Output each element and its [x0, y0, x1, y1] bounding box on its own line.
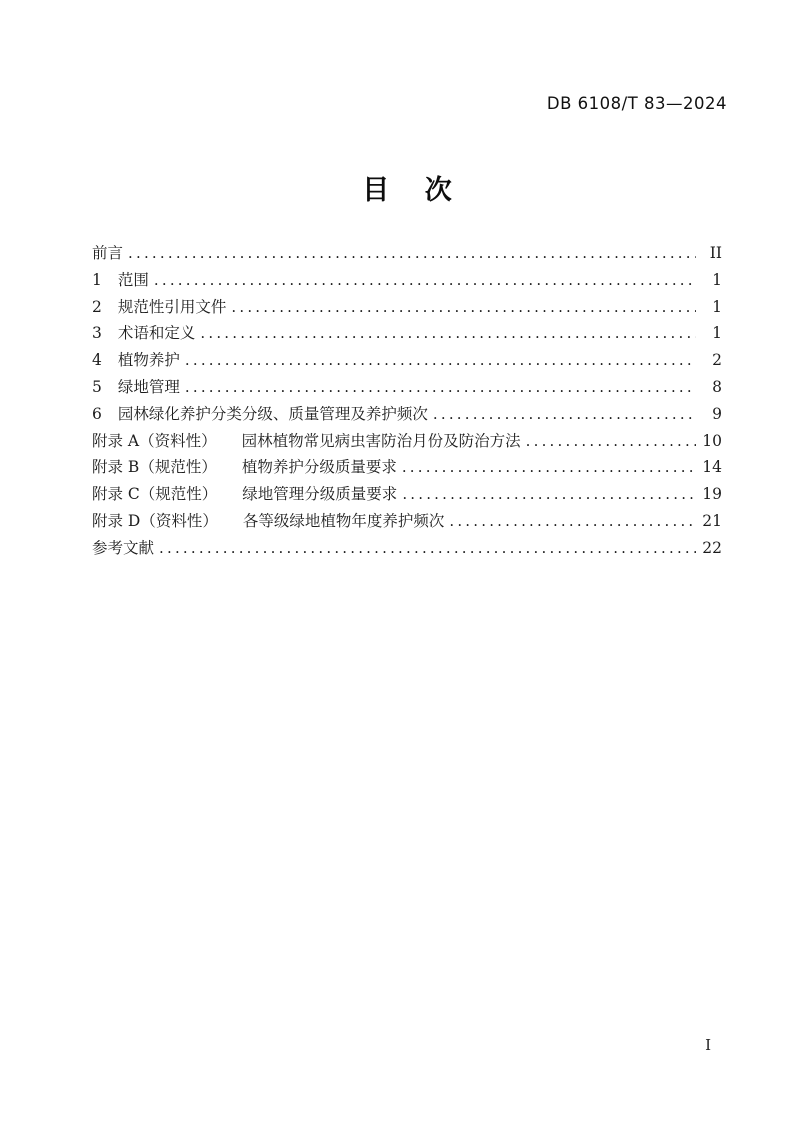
toc-row-appendix-b — [92, 455, 722, 482]
dot-leader — [231, 298, 696, 316]
toc-row-appendix-d — [92, 509, 722, 536]
toc-entry-number: 附录 A（资料性） — [92, 431, 217, 450]
toc-row-section-1 — [92, 268, 722, 295]
toc-row-foreword — [92, 241, 722, 268]
dot-leader — [433, 405, 696, 423]
dot-leader — [185, 378, 696, 396]
toc-entry-number: 5 — [92, 377, 102, 396]
toc-entry-page: 14 — [702, 458, 722, 477]
toc-entry-page: 21 — [702, 511, 722, 530]
toc-row-appendix-a — [92, 429, 722, 456]
dot-leader — [526, 432, 696, 450]
toc-entry-number: 附录 B（规范性） — [92, 458, 217, 477]
toc-entry-label: 植物养护 — [117, 351, 180, 370]
toc-entry-number: 3 — [92, 324, 102, 343]
toc-entry-label: 参考文献 — [92, 538, 155, 557]
toc-entry-label: 绿地管理分级质量要求 — [242, 485, 398, 504]
dot-leader — [128, 244, 696, 262]
toc-row-section-4 — [92, 348, 722, 375]
toc-entry-page: 1 — [712, 324, 722, 343]
toc-entry-label: 规范性引用文件 — [117, 297, 227, 316]
toc-entry-label: 园林植物常见病虫害防治月份及防治方法 — [241, 431, 521, 450]
toc-row-section-5 — [92, 375, 722, 402]
toc-entry-label: 园林绿化养护分类分级、质量管理及养护频次 — [117, 404, 428, 423]
dot-leader — [154, 271, 696, 289]
toc-entry-page: 10 — [702, 431, 722, 450]
toc-row-section-3 — [92, 321, 722, 348]
toc-list — [92, 241, 722, 563]
toc-entry-number: 2 — [92, 297, 102, 316]
toc-row-section-2 — [92, 295, 722, 322]
toc-entry-page: 1 — [712, 297, 722, 316]
dot-leader — [159, 539, 696, 557]
toc-entry-page: II — [709, 244, 722, 262]
toc-entry-page: 19 — [702, 485, 722, 504]
toc-row-appendix-c — [92, 482, 722, 509]
toc-entry-label: 术语和定义 — [117, 324, 196, 343]
toc-row-references — [92, 536, 722, 563]
toc-entry-label: 植物养护分级质量要求 — [241, 458, 397, 477]
toc-entry-label: 前言 — [92, 244, 124, 262]
toc-entry-number: 6 — [92, 404, 102, 423]
toc-entry-page: 9 — [712, 404, 722, 423]
toc-entry-label: 各等级绿地植物年度养护频次 — [242, 511, 445, 530]
toc-entry-page: 8 — [712, 377, 722, 396]
document-code: DB 6108/T 83—2024 — [546, 94, 727, 113]
toc-entry-number: 附录 C（规范性） — [92, 485, 218, 504]
toc-entry-number: 4 — [92, 351, 102, 370]
toc-row-section-6 — [92, 402, 722, 429]
dot-leader — [200, 324, 696, 342]
toc-entry-page: 2 — [712, 351, 722, 370]
toc-entry-label: 范围 — [117, 270, 149, 289]
page-number-footer: I — [705, 1036, 711, 1054]
dot-leader — [185, 351, 696, 369]
dot-leader — [402, 485, 696, 503]
toc-entry-number: 1 — [92, 270, 102, 289]
toc-entry-page: 22 — [702, 538, 722, 557]
dot-leader — [402, 458, 696, 476]
toc-entry-label: 绿地管理 — [117, 377, 180, 396]
toc-title: 目 次 — [362, 175, 452, 206]
dot-leader — [449, 512, 696, 530]
toc-entry-number: 附录 D（资料性） — [92, 511, 218, 530]
toc-entry-page: 1 — [712, 270, 722, 289]
